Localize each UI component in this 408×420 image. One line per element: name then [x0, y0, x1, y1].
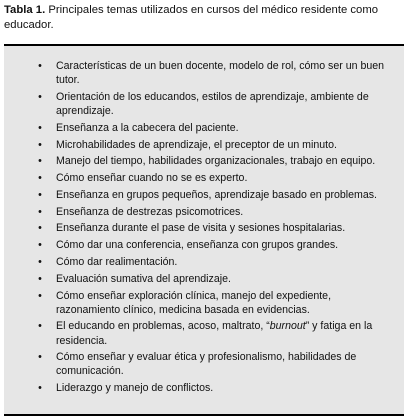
bullet-icon: • — [38, 121, 42, 134]
bullet-icon: • — [38, 188, 42, 201]
bullet-icon: • — [38, 60, 42, 72]
bullet-icon: • — [38, 205, 42, 218]
bullet-icon: • — [38, 289, 42, 302]
bullet-icon: • — [38, 172, 42, 185]
bullet-icon: • — [38, 90, 42, 103]
bullet-icon: • — [38, 138, 42, 151]
bullet-icon: • — [38, 272, 42, 285]
item-text: Microhabilidades de aprendizaje, el preceptor de un minuto. — [56, 138, 337, 151]
item-text-italic: burnout — [269, 320, 306, 333]
bullet-icon: • — [38, 155, 42, 168]
list-item — [4, 121, 404, 135]
item-text: Cómo enseñar cuando no se es experto. — [56, 172, 248, 185]
list-item — [4, 90, 404, 118]
item-text: Cómo enseñar y evaluar ética y profesionalismo, habilidades de comunicación. — [56, 351, 357, 378]
list-item — [4, 171, 404, 185]
item-text: Características de un buen docente, modelo de rol, cómo ser un buen tutor. — [56, 60, 385, 87]
list-item — [4, 205, 404, 219]
item-text: Enseñanza durante el pase de visita y sesiones hospitalarias. — [56, 222, 346, 235]
bullet-icon: • — [38, 222, 42, 235]
item-text: Orientación de los educandos, estilos de aprendizaje, ambiente de aprendizaje. — [56, 90, 369, 117]
table-title: Principales temas utilizados en cursos del médico residente como educador. — [4, 4, 379, 31]
item-text-after: ” y fatiga en la residencia. — [56, 320, 373, 347]
item-text: Cómo dar realimentación. — [56, 256, 178, 268]
topics-list — [4, 59, 404, 398]
item-text: Cómo dar una conferencia, enseñanza con grupos grandes. — [56, 239, 339, 252]
list-item — [4, 272, 404, 286]
list-item — [4, 255, 404, 269]
bullet-icon: • — [38, 239, 42, 252]
list-item — [4, 221, 404, 235]
table-label: Tabla 1. — [4, 4, 46, 16]
topics-table — [4, 44, 404, 416]
bullet-icon: • — [38, 382, 42, 395]
table-caption — [4, 3, 404, 33]
item-text: Manejo del tiempo, habilidades organizacionales, trabajo en equipo. — [56, 155, 376, 168]
list-item — [4, 188, 404, 202]
list-item — [4, 238, 404, 252]
list-item — [4, 381, 404, 395]
list-item — [4, 138, 404, 152]
item-text: Liderazgo y manejo de conflictos. — [56, 382, 214, 395]
list-item — [4, 154, 404, 168]
bullet-icon: • — [38, 320, 42, 333]
item-text: Enseñanza de destrezas psicomotrices. — [56, 205, 244, 218]
item-text-before: El educando en problemas, acoso, maltrato, “ — [56, 320, 270, 333]
item-text: Cómo enseñar exploración clínica, manejo del expediente, razonamiento clínico, medicina basada en evidencias. — [56, 289, 332, 316]
list-item — [4, 319, 404, 347]
bullet-icon: • — [38, 351, 42, 364]
item-text: Evaluación sumativa del aprendizaje. — [56, 272, 231, 285]
item-text: Enseñanza en grupos pequeños, aprendizaje basado en problemas. — [56, 188, 377, 201]
item-text: Enseñanza a la cabecera del paciente. — [56, 121, 239, 134]
list-item — [4, 59, 404, 87]
list-item — [4, 350, 404, 378]
list-item — [4, 289, 404, 317]
bullet-icon: • — [38, 256, 42, 268]
